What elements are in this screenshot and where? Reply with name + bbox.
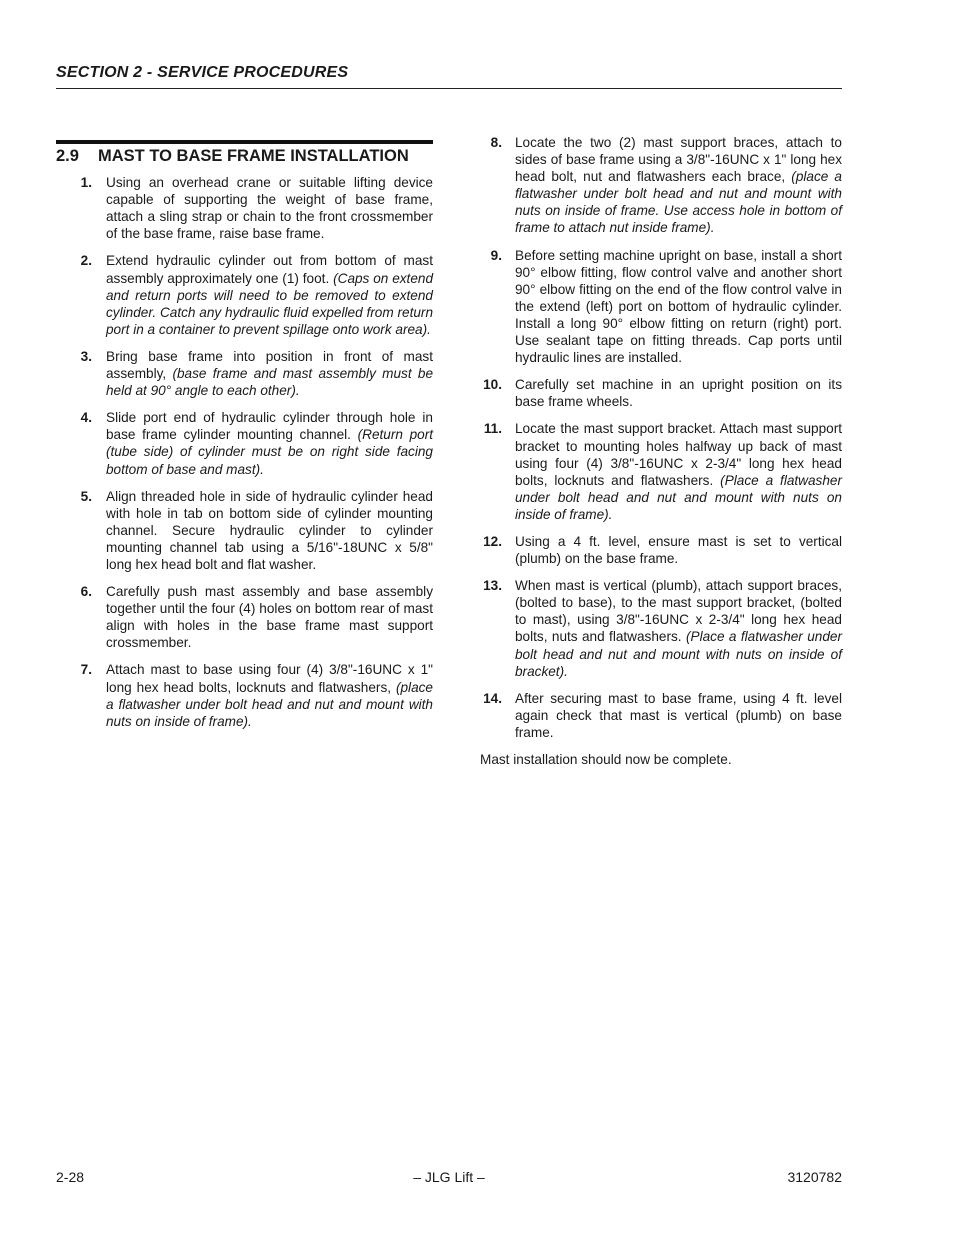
step-number: 5.	[80, 488, 92, 504]
step-number: 3.	[80, 348, 92, 364]
step-item	[56, 488, 433, 573]
step-note: (place a flatwasher under bolt head and nut and mount with nuts on inside of frame. Use access hole in bottom of frame to attach nut inside frame).	[515, 169, 842, 236]
step-item	[56, 409, 433, 477]
step-item	[480, 247, 842, 367]
step-note: (Place a flatwasher under bolt head and nut and mount with nuts on inside of bracket).	[515, 629, 842, 679]
step-text: Using an overhead crane or suitable lifting device capable of supporting the weight of base frame, attach a sling strap or chain to the front crossmember of the base frame, raise base frame.	[106, 175, 433, 242]
section-heading	[56, 140, 433, 165]
step-item	[480, 690, 842, 741]
step-text: Carefully set machine in an upright position on its base frame wheels.	[515, 377, 842, 410]
step-text: Carefully push mast assembly and base assembly together until the four (4) holes on bottom rear of mast align with holes in the base frame mast support crossmember.	[106, 584, 433, 651]
footer-brand: – JLG Lift –	[413, 1169, 485, 1185]
step-text: Align threaded hole in side of hydraulic cylinder head with hole in tab on bottom side of cylinder mounting channel. Secure hydraulic cylinder to cylinder mounting channel tab using a 5/16"-18UNC x 5/8" long hex head bolt and flat washer.	[106, 488, 433, 572]
step-item	[56, 583, 433, 651]
step-number: 13.	[483, 578, 502, 594]
section-number: 2.9	[56, 147, 79, 165]
step-number: 10.	[483, 377, 502, 393]
step-number: 9.	[490, 247, 502, 263]
step-number: 7.	[80, 662, 92, 678]
step-text: Attach mast to base using four (4) 3/8"-16UNC x 1" long hex head bolts, locknuts and flatwashers,	[106, 662, 433, 695]
step-text: Before setting machine upright on base, install a short 90° elbow fitting, flow control valve and another short 90° elbow fitting on the end of the flow control valve in the extend (left) port on bottom of hydraulic cylinder. Install a long 90° elbow fitting on return (right) port. Use sealant tape on fitting threads. Cap ports until hydraulic lines are installed.	[515, 247, 842, 366]
step-number: 4.	[80, 410, 92, 426]
step-note: (Caps on extend and return ports will need to be removed to extend cylinder. Catch any hydraulic fluid expelled from return port in a container to prevent spillage onto work area).	[106, 270, 434, 337]
section-header-text: SECTION 2 - SERVICE PROCEDURES	[56, 64, 349, 81]
step-item	[56, 174, 433, 242]
step-text: Locate the two (2) mast support braces, attach to sides of base frame using a 3/8"-16UNC x 1" long hex head bolt, nut and flatwashers each brace,	[515, 135, 842, 185]
section-title: MAST TO BASE FRAME INSTALLATION	[98, 147, 409, 165]
step-text: After securing mast to base frame, using 4 ft. level again check that mast is vertical (plumb) on base frame.	[515, 690, 842, 740]
step-text: Locate the mast support bracket. Attach mast support bracket to mounting holes halfway up back of mast using four (4) 3/8"-16UNC x 2-3/4" long hex head bolts, locknuts and flatwashers.	[515, 421, 842, 488]
step-number: 1.	[80, 175, 92, 191]
page-number: 2-28	[56, 1169, 85, 1185]
step-item	[56, 348, 433, 399]
step-note: (base frame and mast assembly must be held at 90° angle to each other).	[106, 366, 433, 399]
step-item	[56, 661, 433, 729]
step-number: 8.	[490, 135, 502, 150]
step-note: (place a flatwasher under bolt head and nut and mount with nuts on inside of frame).	[106, 679, 433, 729]
step-text: When mast is vertical (plumb), attach support braces, (bolted to base), to the mast support bracket, (bolted to mast), using 3/8"-16UNC x 2-3/4" long hex head bolts, nuts and flatwashers.	[515, 578, 842, 645]
step-number: 11.	[483, 421, 502, 437]
section-header	[56, 64, 842, 89]
step-item	[480, 376, 842, 410]
step-item	[480, 134, 842, 237]
document-number: 3120782	[787, 1169, 842, 1185]
step-text: Slide port end of hydraulic cylinder through hole in base frame cylinder mounting channel.	[106, 410, 433, 443]
page-footer	[56, 1169, 842, 1189]
step-note: (Place a flatwasher under bolt head and nut and mount with nuts on inside of frame).	[515, 472, 843, 522]
step-item	[480, 533, 842, 567]
step-text: Extend hydraulic cylinder out from bottom of mast assembly approximately one (1) foot.	[106, 253, 433, 286]
left-column	[56, 140, 433, 740]
step-text: Using a 4 ft. level, ensure mast is set to vertical (plumb) on the base frame.	[515, 533, 842, 567]
step-item	[56, 252, 433, 337]
step-number: 14.	[483, 690, 502, 706]
step-number: 12.	[483, 533, 502, 549]
step-item	[480, 420, 842, 523]
step-number: 2.	[80, 253, 92, 269]
step-item	[480, 577, 842, 680]
step-text: Bring base frame into position in front of mast assembly,	[106, 348, 433, 382]
step-number: 6.	[80, 584, 92, 600]
closing-text: Mast installation should now be complete.	[480, 752, 732, 767]
step-note: (Return port (tube side) of cylinder must be on right side facing bottom of base and mast).	[106, 427, 434, 477]
right-column	[480, 134, 842, 768]
